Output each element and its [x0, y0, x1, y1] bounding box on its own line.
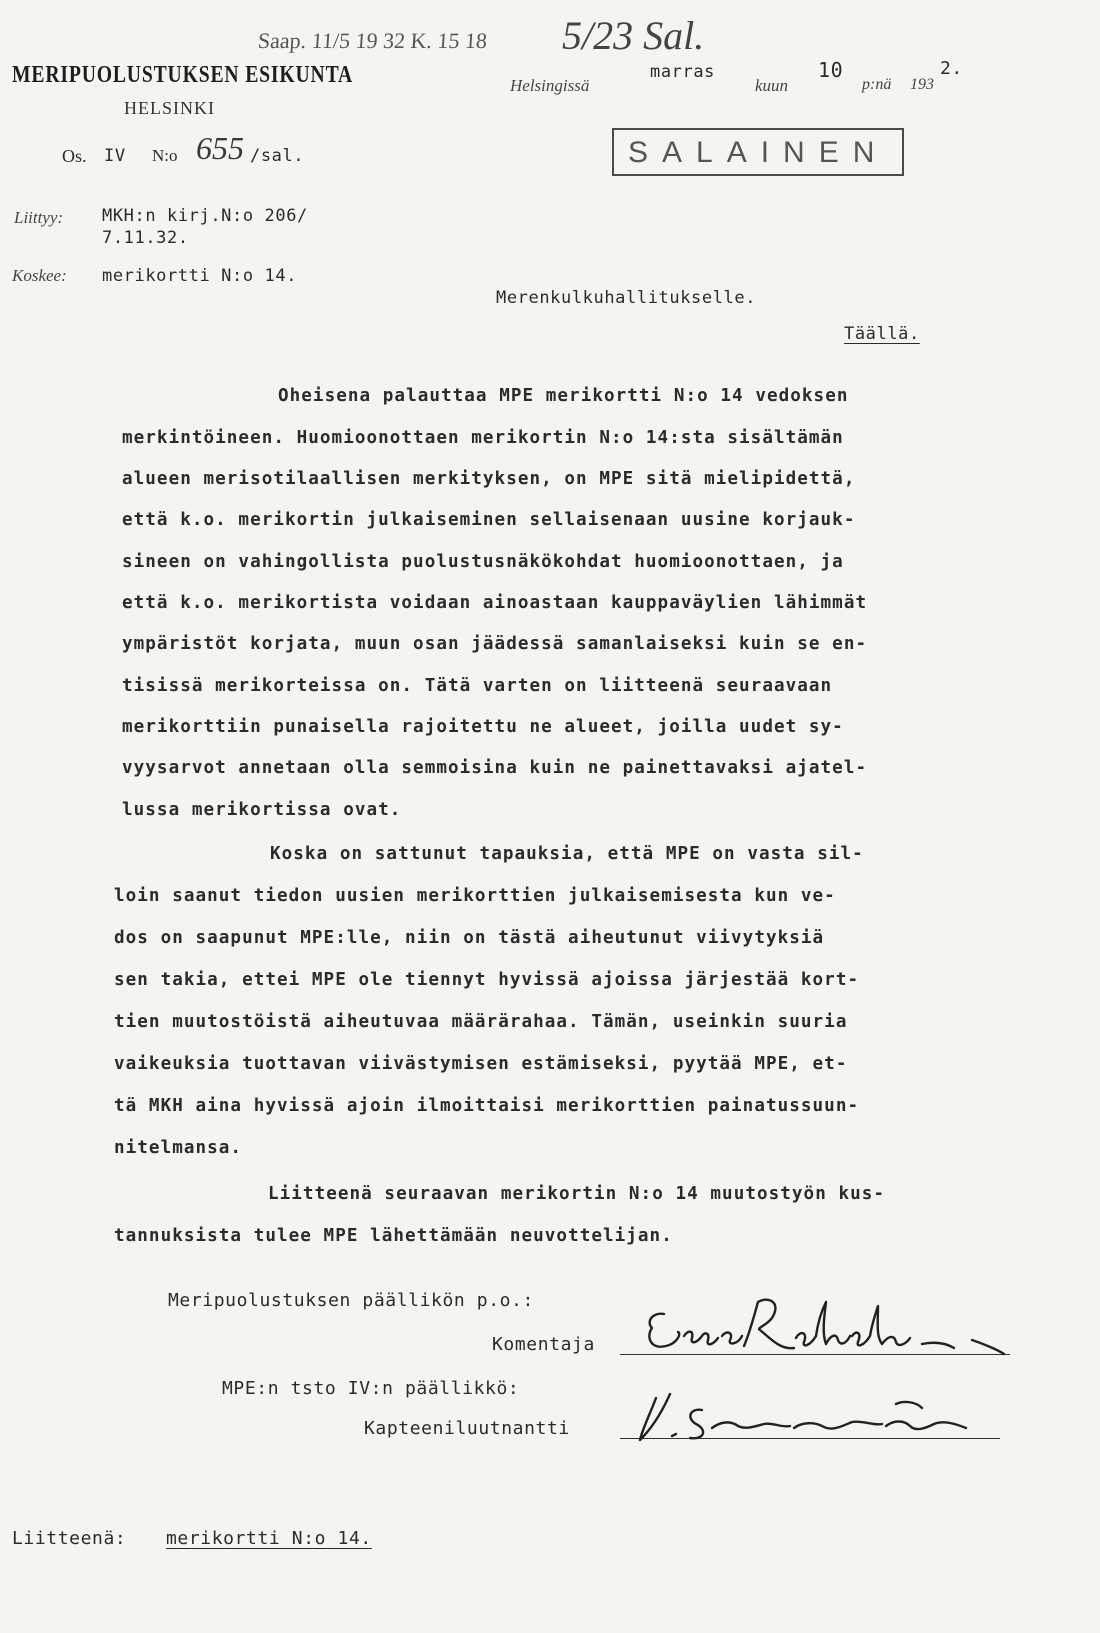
body-line: sen takia, ettei MPE ole tiennyt hyvissä ajoissa järjestää kort- — [114, 970, 860, 990]
recipient-name: Merenkulkuhallitukselle. — [496, 288, 757, 308]
body-line: sineen on vahingollista puolustusnäkökohdat huomioonottaen, ja — [122, 552, 844, 572]
body-line: loin saanut tiedon uusien merikorttien julkaisemisesta kun ve- — [114, 886, 836, 906]
date-day: 10 — [818, 58, 844, 82]
date-place: Helsingissä — [510, 76, 590, 95]
recipient-place: Täällä. — [844, 324, 920, 344]
body-line: Liitteenä seuraavan merikortin N:o 14 muutostyön kus- — [268, 1184, 886, 1204]
filing-mark: 5/23 Sal. — [562, 13, 705, 58]
body-line: tien muutostöistä aiheutuvaa määrärahaa. Tämän, useinkin suuria — [114, 1012, 848, 1032]
body-line: että k.o. merikortin julkaiseminen sellaisenaan uusine korjauk- — [122, 510, 856, 530]
body-line: vyysarvot annetaan olla semmoisina kuin ne painettavaksi ajatel- — [122, 758, 868, 778]
signature-commander — [632, 1292, 1022, 1372]
signature-heading-1: Meripuolustuksen päällikön p.o.: — [168, 1290, 534, 1311]
signature-captain — [626, 1384, 1006, 1454]
body-line: nitelmansa. — [114, 1138, 243, 1158]
date-pna-label: p:nä — [862, 76, 892, 93]
date-year-prefix: 193 — [910, 76, 934, 93]
signatory-title-2: Kapteeniluutnantti — [364, 1418, 570, 1439]
no-number: 655 — [196, 130, 244, 166]
koskee-label: Koskee: — [12, 266, 67, 285]
body-line: merikorttiin punaisella rajoitettu ne alueet, joilla uudet sy- — [122, 717, 844, 737]
body-line: dos on saapunut MPE:lle, niin on tästä aiheutunut viivytyksiä — [114, 928, 825, 948]
os-label: Os. — [62, 146, 87, 166]
body-line: Oheisena palauttaa MPE merikortti N:o 14 vedoksen — [278, 386, 849, 406]
body-line: lussa merikortissa ovat. — [122, 800, 402, 820]
secret-stamp-text: SALAINEN — [628, 136, 889, 169]
attachment-value: merikortti N:o 14. — [166, 1528, 372, 1549]
koskee-value: merikortti N:o 14. — [102, 266, 298, 286]
received-stamp: Saap. 11/5 19 32 K. 15 18 — [257, 28, 488, 53]
os-value: IV — [104, 146, 126, 166]
body-line: tä MKH aina hyvissä ajoin ilmoittaisi merikorttien painatussuun- — [114, 1096, 860, 1116]
body-line: alueen merisotilaallisen merkityksen, on MPE sitä mielipidettä, — [122, 469, 856, 489]
signature-commander-drawing — [632, 1292, 1022, 1372]
date-month: marras — [650, 62, 716, 82]
secret-stamp — [612, 128, 904, 176]
org-city: HELSINKI — [124, 98, 215, 118]
date-kuun-label: kuun — [755, 76, 789, 95]
body-line: että k.o. merikortista voidaan ainoastaan kauppaväylien lähimmät — [122, 593, 868, 613]
attachment-label: Liitteenä: — [12, 1528, 127, 1549]
signatory-title-1: Komentaja — [492, 1334, 595, 1355]
signature-heading-2: MPE:n tsto IV:n päällikkö: — [222, 1378, 520, 1399]
signature-captain-drawing — [626, 1384, 1006, 1454]
body-line: merkintöineen. Huomioonottaen merikortin N:o 14:sta sisältämän — [122, 428, 844, 448]
body-line: Koska on sattunut tapauksia, että MPE on vasta sil- — [270, 844, 864, 864]
body-line: vaikeuksia tuottavan viivästymisen estämiseksi, pyytää MPE, et- — [114, 1054, 848, 1074]
liittyy-line-1: MKH:n kirj.N:o 206/ — [102, 206, 308, 226]
liittyy-label: Liittyy: — [14, 208, 64, 227]
org-name: MERIPUOLUSTUKSEN ESIKUNTA — [12, 62, 354, 88]
body-line: tisissä merikorteissa on. Tätä varten on liitteenä seuraavaan — [122, 676, 833, 696]
no-label: N:o — [152, 146, 178, 165]
date-year-suffix: 2. — [940, 58, 963, 79]
no-suffix: /sal. — [250, 146, 305, 166]
body-line: ympäristöt korjata, muun osan jäädessä samanlaiseksi kuin se en- — [122, 634, 868, 654]
liittyy-line-2: 7.11.32. — [102, 228, 189, 248]
body-line: tannuksista tulee MPE lähettämään neuvottelijan. — [114, 1226, 673, 1246]
